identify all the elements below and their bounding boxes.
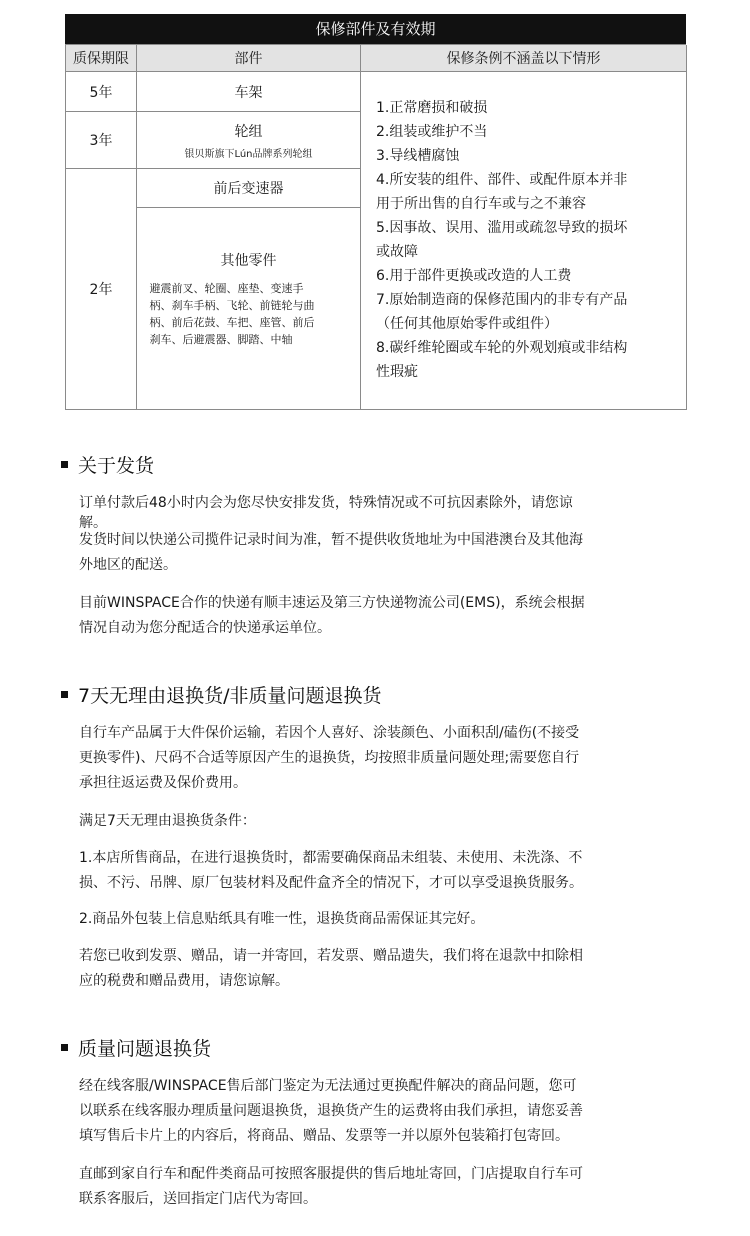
paragraph-line: 1.本店所售商品，在进行退换货时，都需要确保商品未组装、未使用、未洗涤、不 (79, 850, 583, 866)
paragraph-line: 情况自动为您分配适合的快递承运单位。 (79, 620, 331, 636)
section-title: 关于发货 (78, 454, 155, 477)
paragraph-line: 2.商品外包装上信息贴纸具有唯一性，退换货商品需保证其完好。 (79, 911, 485, 927)
exclusion-line: 8.碳纤维轮圈或车轮的外观划痕或非结构 (376, 340, 628, 356)
paragraph (79, 907, 694, 932)
part-other (137, 208, 361, 410)
header-exclusions: 保修条例不涵盖以下情形 (361, 45, 687, 72)
period-5y: 5年 (66, 72, 137, 112)
bullet-square-icon (61, 691, 68, 698)
warranty-table (65, 14, 686, 410)
part-wheelset-note: 银贝斯旗下Lún品牌系列轮组 (184, 148, 313, 160)
exclusion-line: 用于所出售的自行车或与之不兼容 (376, 196, 586, 212)
part-wheelset-label: 轮组 (234, 123, 263, 140)
part-frame: 车架 (137, 72, 361, 112)
exclusion-line: 4.所安装的组件、部件、或配件原本并非 (376, 172, 628, 188)
paragraph-line: 经在线客服/WINSPACE售后部门鉴定为无法通过更换配件解决的商品问题，您可 (79, 1078, 577, 1094)
paragraph (79, 528, 694, 578)
exclusion-line: 7.原始制造商的保修范围内的非专有产品 (376, 292, 628, 308)
paragraph (79, 721, 694, 796)
paragraph-line: 发货时间以快递公司揽件记录时间为准，暂不提供收货地址为中国港澳台及其他海 (79, 532, 583, 548)
exclusion-line: 或故障 (376, 244, 418, 260)
paragraph-line: 自行车产品属于大件保价运输，若因个人喜好、涂装颜色、小面积刮/磕伤(不接受 (79, 725, 580, 741)
exclusion-line: （任何其他原始零件或组件） (376, 316, 558, 332)
part-other-desc-line: 柄、刹车手柄、飞轮、前链轮与曲 (149, 299, 315, 312)
paragraph-line: 应的税费和赠品费用，请您谅解。 (79, 973, 289, 989)
exclusion-line: 3.导线槽腐蚀 (376, 148, 460, 164)
section-title: 质量问题退换货 (78, 1037, 212, 1060)
table-title: 保修部件及有效期 (65, 14, 686, 44)
bullet-square-icon (61, 461, 68, 468)
paragraph (79, 591, 694, 641)
paragraph (79, 809, 694, 834)
part-wheelset (137, 112, 361, 169)
section-quality (60, 1034, 211, 1060)
exclusion-line: 性瑕疵 (376, 364, 418, 380)
paragraph (79, 1162, 694, 1212)
paragraph-line: 若您已收到发票、赠品，请一并寄回，若发票、赠品遗失，我们将在退款中扣除相 (79, 948, 583, 964)
section-heading (61, 451, 154, 477)
header-part: 部件 (137, 45, 361, 72)
part-other-desc-line: 柄、前后花鼓、车把、座管、前后 (149, 316, 315, 329)
paragraph-line: 承担往返运费及保价费用。 (79, 775, 247, 791)
bullet-square-icon (61, 1044, 68, 1051)
paragraph-line: 满足7天无理由退换货条件： (79, 813, 256, 829)
section-shipping (60, 451, 154, 477)
period-3y: 3年 (66, 112, 137, 169)
period-2y: 2年 (66, 169, 137, 410)
section-heading (61, 1034, 211, 1060)
paragraph-line: 以联系在线客服办理质量问题退换货，退换货产生的运费将由我们承担，请您妥善 (79, 1103, 583, 1119)
part-derailleur: 前后变速器 (137, 169, 361, 208)
header-period: 质保期限 (66, 45, 137, 72)
table-grid (65, 44, 686, 410)
exclusion-line: 2.组装或维护不当 (376, 124, 488, 140)
part-other-desc (150, 280, 348, 348)
paragraph-line: 损、不污、吊牌、原厂包装材料及配件盒齐全的情况下，才可以享受退换货服务。 (79, 875, 583, 891)
paragraph-line: 直邮到家自行车和配件类商品可按照客服提供的售后地址寄回，门店提取自行车可 (79, 1166, 583, 1182)
exclusions-cell (361, 72, 687, 410)
part-other-desc-line: 刹车、后避震器、脚踏、中轴 (149, 333, 293, 346)
section-heading (61, 681, 382, 707)
paragraph-line: 解。 (79, 515, 107, 531)
paragraph-line: 订单付款后48小时内会为您尽快安排发货，特殊情况或不可抗因素除外，请您谅 (79, 495, 573, 511)
section-returns (60, 681, 382, 707)
paragraph-line: 目前WINSPACE合作的快递有顺丰速运及第三方快递物流公司(EMS)，系统会根据 (79, 595, 585, 611)
paragraph-line: 更换零件)、尺码不合适等原因产生的退换货，均按照非质量问题处理;需要您自行 (79, 750, 580, 766)
paragraph-line: 联系客服后，送回指定门店代为寄回。 (79, 1191, 317, 1207)
exclusion-line: 1.正常磨损和破损 (376, 100, 488, 116)
paragraph-line: 填写售后卡片上的内容后，将商品、赠品、发票等一并以原外包装箱打包寄回。 (79, 1128, 569, 1144)
exclusion-line: 6.用于部件更换或改造的人工费 (376, 268, 572, 284)
exclusion-line: 5.因事故、误用、滥用或疏忽导致的损坏 (376, 220, 628, 236)
paragraph-line: 外地区的配送。 (79, 557, 177, 573)
paragraph (79, 1074, 694, 1149)
part-other-desc-line: 避震前叉、轮圈、座垫、变速手 (149, 282, 304, 295)
paragraph (79, 846, 694, 896)
paragraph (79, 944, 694, 994)
part-other-label: 其他零件 (220, 253, 277, 269)
section-title: 7天无理由退换货/非质量问题退换货 (78, 684, 382, 707)
